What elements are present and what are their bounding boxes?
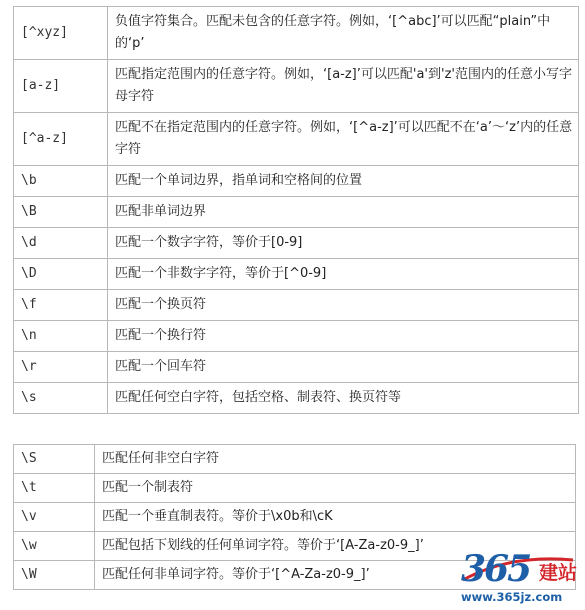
- description-cell: 匹配指定范围内的任意字符。例如，‘[a-z]’可以匹配'a'到'z'范围内的任意小写字母字符: [108, 60, 579, 113]
- table-row: [14, 474, 576, 503]
- description-cell: 匹配一个非数字字符，等价于[^0-9]: [108, 259, 579, 290]
- pattern-cell: \W: [14, 561, 95, 590]
- description-cell: 匹配一个单词边界，指单词和空格间的位置: [108, 166, 579, 197]
- pattern-cell: \w: [14, 532, 95, 561]
- watermark-logo: [455, 548, 583, 606]
- table-row: [14, 60, 579, 113]
- description-cell: 匹配一个换行符: [108, 321, 579, 352]
- table-row: [14, 7, 579, 60]
- table-row: [14, 166, 579, 197]
- pattern-cell: \n: [14, 321, 108, 352]
- description-cell: 匹配一个数字字符，等价于[0-9]: [108, 228, 579, 259]
- watermark-brand: 建站: [539, 562, 578, 584]
- table-row: [14, 259, 579, 290]
- watermark-url: www.365jz.com: [461, 590, 563, 604]
- description-cell: 匹配不在指定范围内的任意字符。例如，‘[^a-z]’可以匹配不在‘a’～‘z’内的任意字符: [108, 113, 579, 166]
- pattern-cell: \S: [14, 445, 95, 474]
- pattern-cell: \B: [14, 197, 108, 228]
- description-cell: 匹配一个换页符: [108, 290, 579, 321]
- watermark-number: 365: [461, 548, 531, 590]
- table-row: [14, 113, 579, 166]
- table-row: [14, 321, 579, 352]
- pattern-cell: \r: [14, 352, 108, 383]
- description-cell: 匹配非单词边界: [108, 197, 579, 228]
- pattern-cell: \v: [14, 503, 95, 532]
- description-cell: 匹配一个垂直制表符。等价于\x0b和\cK: [95, 503, 576, 532]
- pattern-cell: \f: [14, 290, 108, 321]
- table-row: [14, 228, 579, 259]
- description-cell: 负值字符集合。匹配未包含的任意字符。例如，‘[^abc]’可以匹配“plain”中的‘p’: [108, 7, 579, 60]
- table-row: [14, 197, 579, 228]
- table-row: [14, 352, 579, 383]
- table-row: [14, 290, 579, 321]
- description-cell: 匹配任何空白字符，包括空格、制表符、换页符等: [108, 383, 579, 414]
- description-cell: 匹配一个回车符: [108, 352, 579, 383]
- description-cell: 匹配包括下划线的任何单词字符。等价于‘[A-Za-z0-9_]’: [95, 532, 576, 561]
- regex-table-1: [13, 6, 579, 414]
- pattern-cell: \D: [14, 259, 108, 290]
- pattern-cell: \s: [14, 383, 108, 414]
- pattern-cell: \d: [14, 228, 108, 259]
- table-row: [14, 445, 576, 474]
- description-cell: 匹配任何非单词字符。等价于‘[^A-Za-z0-9_]’: [95, 561, 576, 590]
- description-cell: 匹配任何非空白字符: [95, 445, 576, 474]
- description-cell: 匹配一个制表符: [95, 474, 576, 503]
- pattern-cell: [^a-z]: [14, 113, 108, 166]
- pattern-cell: \b: [14, 166, 108, 197]
- pattern-cell: [^xyz]: [14, 7, 108, 60]
- table-row: [14, 383, 579, 414]
- table-row: [14, 503, 576, 532]
- pattern-cell: \t: [14, 474, 95, 503]
- pattern-cell: [a-z]: [14, 60, 108, 113]
